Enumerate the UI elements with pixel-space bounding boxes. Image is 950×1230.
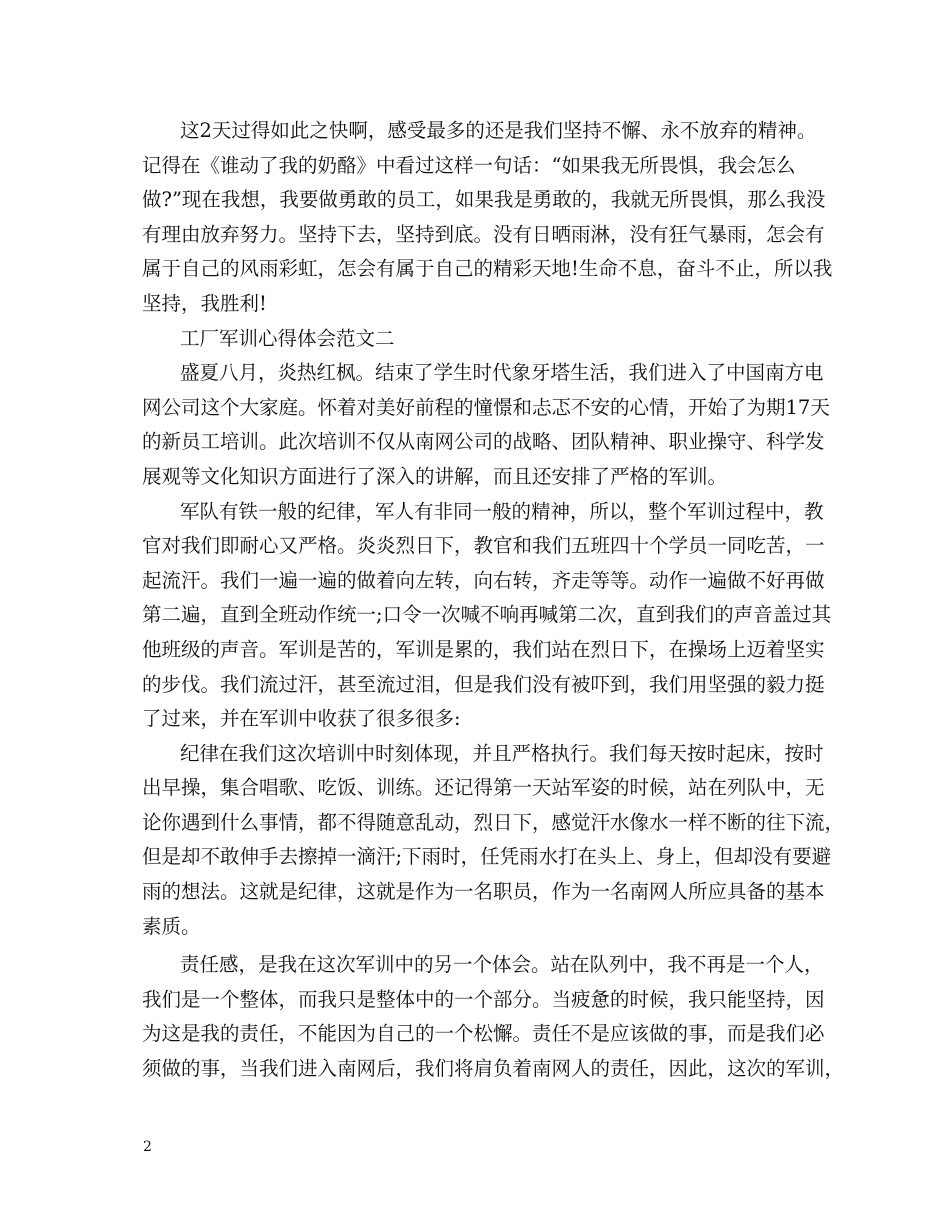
paragraph-5-line-2: 我们是一个整体，而我只是整体中的一个部分。当疲惫的时候，我只能坚持，因	[142, 987, 825, 1011]
paragraph-2-line-1: 盛夏八月，炎热红枫。结束了学生时代象牙塔生活，我们进入了中国南方电	[180, 361, 824, 385]
paragraph-4-line-1: 纪律在我们这次培训中时刻体现，并且严格执行。我们每天按时起床，按时	[180, 741, 824, 765]
paragraph-3-line-2: 官对我们即耐心又严格。炎炎烈日下，教官和我们五班四十个学员一同吃苦，一	[142, 534, 825, 558]
paragraph-5-line-4: 须做的事，当我们进入南网后，我们将肩负着南网人的责任，因此，这次的军训，	[142, 1057, 845, 1081]
paragraph-5-line-1: 责任感，是我在这次军训中的另一个体会。站在队列中，我不再是一个人，	[180, 953, 824, 977]
paragraph-5-line-3: 为这是我的责任，不能因为自己的一个松懈。责任不是应该做的事，而是我们必	[142, 1022, 825, 1046]
paragraph-1-line-4: 有理由放弃努力。坚持下去，坚持到底。没有日晒雨淋，没有狂气暴雨，怎会有	[142, 222, 825, 246]
paragraph-3-line-7: 了过来，并在军训中收获了很多很多:	[142, 707, 461, 731]
paragraph-3-line-5: 他班级的声音。军训是苦的，军训是累的，我们站在烈日下，在操场上迈着坚实	[142, 637, 825, 661]
paragraph-1-line-6: 坚持，我胜利!	[142, 291, 267, 315]
section-heading: 工厂军训心得体会范文二	[180, 326, 395, 350]
paragraph-1-line-1: 这2天过得如此之快啊，感受最多的还是我们坚持不懈、永不放弃的精神。	[180, 119, 817, 142]
paragraph-4-line-4: 但是却不敢伸手去擦掉一滴汗;下雨时，任凭雨水打在头上、身上，但却没有要避	[142, 845, 832, 869]
paragraph-2-line-4: 展观等文化知识方面进行了深入的讲解，而且还安排了严格的军训。	[142, 464, 728, 488]
paragraph-3-line-3: 起流汗。我们一遍一遍的做着向左转，向右转，齐走等等。动作一遍做不好再做	[142, 568, 825, 592]
document-body	[142, 114, 845, 1087]
paragraph-3-line-1: 军队有铁一般的纪律，军人有非同一般的精神，所以，整个军训过程中，教	[180, 499, 824, 523]
paragraph-1-line-3: 做?”现在我想，我要做勇敢的员工，如果我是勇敢的，我就无所畏惧，那么我没	[142, 188, 826, 212]
paragraph-1-line-5: 属于自己的风雨彩虹，怎会有属于自己的精彩天地!生命不息，奋斗不止，所以我	[142, 257, 833, 281]
page-number: 2	[143, 1139, 152, 1155]
paragraph-2-line-2: 网公司这个大家庭。怀着对美好前程的憧憬和忐忑不安的心情，开始了为期17天	[142, 395, 830, 419]
paragraph-2-line-3: 的新员工培训。此次培训不仅从南网公司的战略、团队精神、职业操守、科学发	[142, 430, 825, 454]
paragraph-4-line-3: 论你遇到什么事情，都不得随意乱动，烈日下，感觉汗水像水一样不断的往下流，	[142, 810, 845, 834]
paragraph-1-line-2: 记得在《谁动了我的奶酪》中看过这样一句话：“如果我无所畏惧，我会怎么	[142, 153, 796, 177]
paragraph-3-line-6: 的步伐。我们流过汗，甚至流过泪，但是我们没有被吓到，我们用坚强的毅力挺	[142, 672, 825, 696]
paragraph-4-line-6: 素质。	[142, 914, 201, 938]
paragraph-4-line-5: 雨的想法。这就是纪律，这就是作为一名职员，作为一名南网人所应具备的基本	[142, 880, 825, 904]
paragraph-3-line-4: 第二遍，直到全班动作统一;口令一次喊不响再喊第二次，直到我们的声音盖过其	[142, 603, 832, 627]
paragraph-4-line-2: 出早操，集合唱歌、吃饭、训练。还记得第一天站军姿的时候，站在列队中，无	[142, 776, 825, 800]
